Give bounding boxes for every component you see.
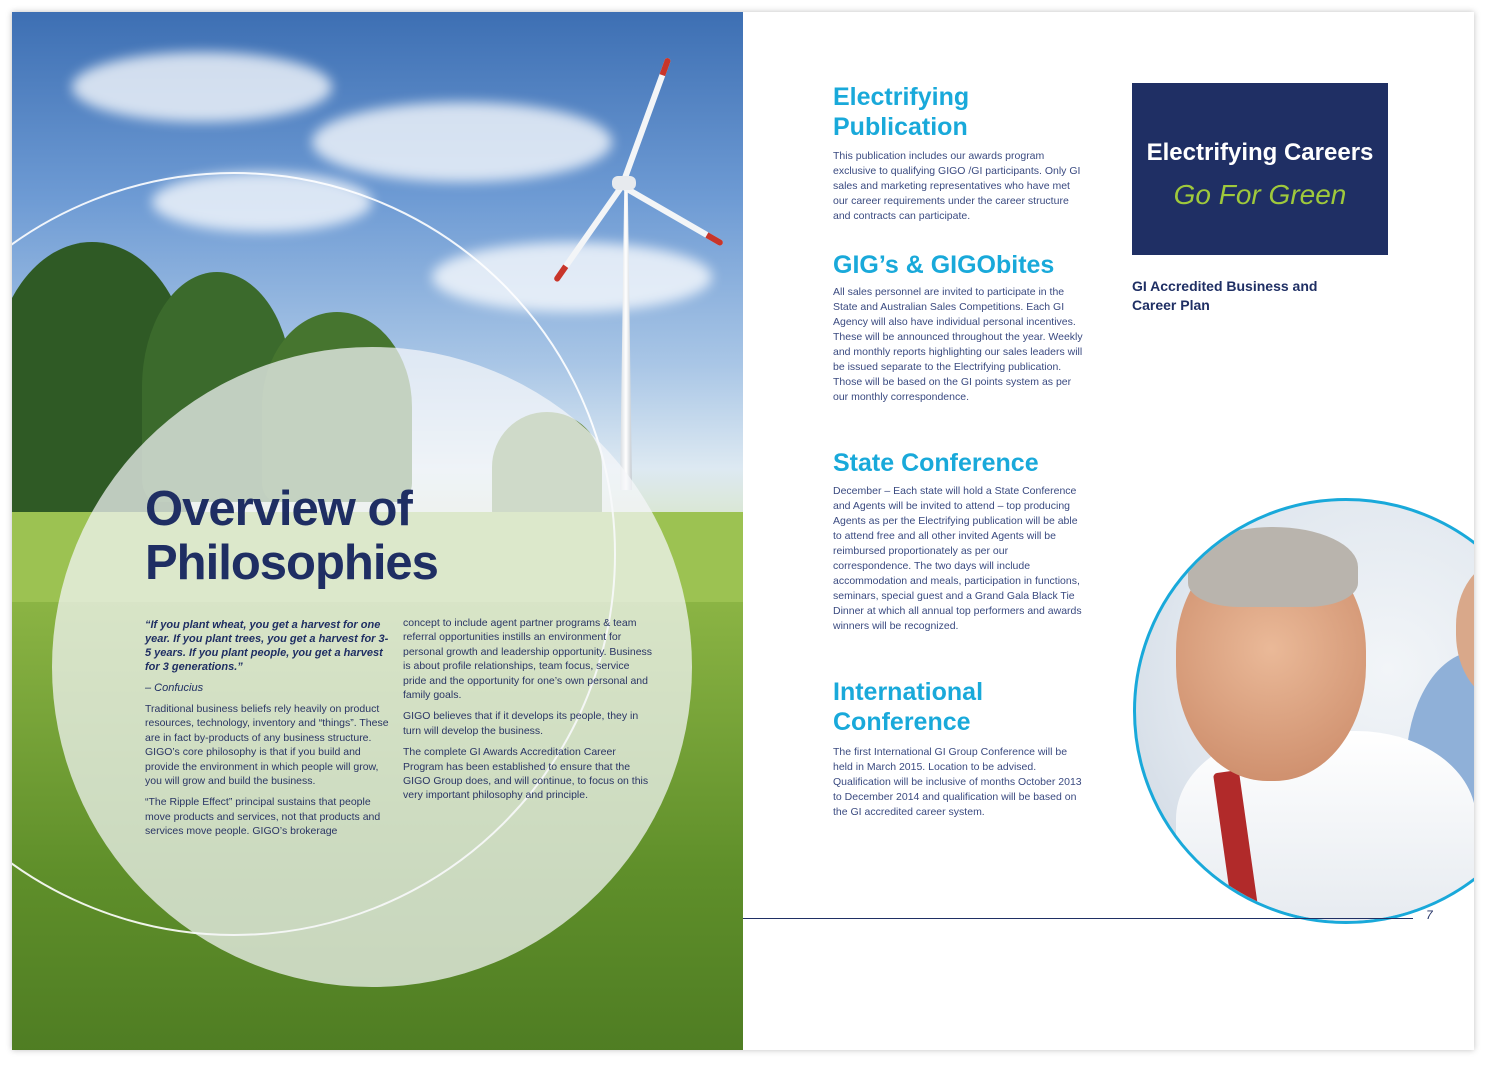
quote-author: – Confucius [145, 682, 204, 694]
portrait-photo [1133, 498, 1474, 924]
title-line-2: Philosophies [145, 536, 438, 590]
turbine-hub [612, 176, 636, 190]
badge-title: Electrifying Careers [1146, 139, 1374, 166]
plan-label: GI Accredited Business and Career Plan [1132, 278, 1318, 313]
careers-badge [1132, 83, 1388, 255]
section-body-state-conference: December – Each state will hold a State Conference and Agents will be invited to attend – top producing Agents as per the Electrifying publication will be able to attend free and all other invited Agents will be reimbursed proportionately as per our correspondence. The two days will include accommodation and meals, participation in functions, seminars, special guest and a Grand Gala Black Tie Dinner at which all annual top performers and awards winners will be recognized. [833, 485, 1082, 632]
cloud [72, 52, 332, 122]
section-title-line: Conference [833, 708, 971, 736]
section-body-gigs: All sales personnel are invited to participate in the State and Australian Sales Competitions. Each GI Agency will also have individual personal incentives. These will be announced throughout the year. Weekly and monthly reports highlighting our sales leaders will be issued separate to the Electrifying publication. Those will be based on the GI points system as per our monthly correspondence. [833, 286, 1083, 403]
quote: “If you plant wheat, you get a harvest for one year. If you plant trees, you get a harvest for 3-5 years. If you plant people, you get a harvest for 3 generations.” [145, 619, 389, 673]
section-title-line: International [833, 678, 984, 706]
turbine-blade [617, 181, 724, 246]
wind-turbine-tower [620, 190, 632, 490]
section-title-line: State Conference [833, 449, 1039, 477]
paragraph: “The Ripple Effect” principal sustains that people move products and services, not that products and services move people. GIGO’s brokerage [145, 796, 381, 838]
section-title-publication [833, 82, 969, 142]
footer-rule [743, 918, 1413, 919]
section-body-international-conference: The first International GI Group Conference will be held in March 2015. Location to be advised. Qualification will be inclusive of months October 2013 to December 2014 and qualification will be based on the GI accredited career system. [833, 746, 1082, 818]
section-title-line: GIG’s & GIGObites [833, 251, 1055, 279]
paragraph: GIGO believes that if it develops its people, they in turn will develop the business. [403, 710, 639, 737]
cloud [312, 102, 612, 182]
section-body-publication: This publication includes our awards program exclusive to qualifying GIGO /GI participants. Only GI sales and marketing representatives who have met our career requirements under the career structure and contracts can participate. [833, 150, 1081, 222]
paragraph: The complete GI Awards Accreditation Career Program has been established to ensure that the GIGO Group does, and will continue, to focus on this very important philosophy and principle. [403, 746, 649, 802]
section-title-state-conference [833, 448, 1039, 478]
page-title [145, 482, 475, 590]
right-page [743, 12, 1474, 1050]
section-title-line: Electrifying [833, 83, 970, 111]
page-number: 7 [1426, 908, 1433, 922]
turbine-blade [618, 57, 672, 191]
section-title-international-conference [833, 677, 983, 737]
man-hair [1188, 527, 1358, 607]
left-page [12, 12, 743, 1050]
paragraph: concept to include agent partner programs & team referral opportunities instills an environment for personal growth and leadership opportunity. Business is about profile relationships, team focus, service pride and the opportunity for one’s own personal and family goals. [403, 617, 653, 702]
title-line-1: Overview of [145, 482, 412, 536]
section-title-gigs [833, 250, 1054, 280]
badge-subtitle: Go For Green [1173, 179, 1347, 210]
brochure-spread [12, 12, 1474, 1050]
text-column-2 [403, 616, 653, 810]
section-title-line: Publication [833, 113, 968, 141]
text-column-1 [145, 618, 393, 846]
paragraph: Traditional business beliefs rely heavily on product resources, technology, inventory and “things”. These are in fact by-products of any business structure. GIGO’s core philosophy is that if you build and provide the environment in which people will grow, you will grow and build the business. [145, 703, 389, 788]
